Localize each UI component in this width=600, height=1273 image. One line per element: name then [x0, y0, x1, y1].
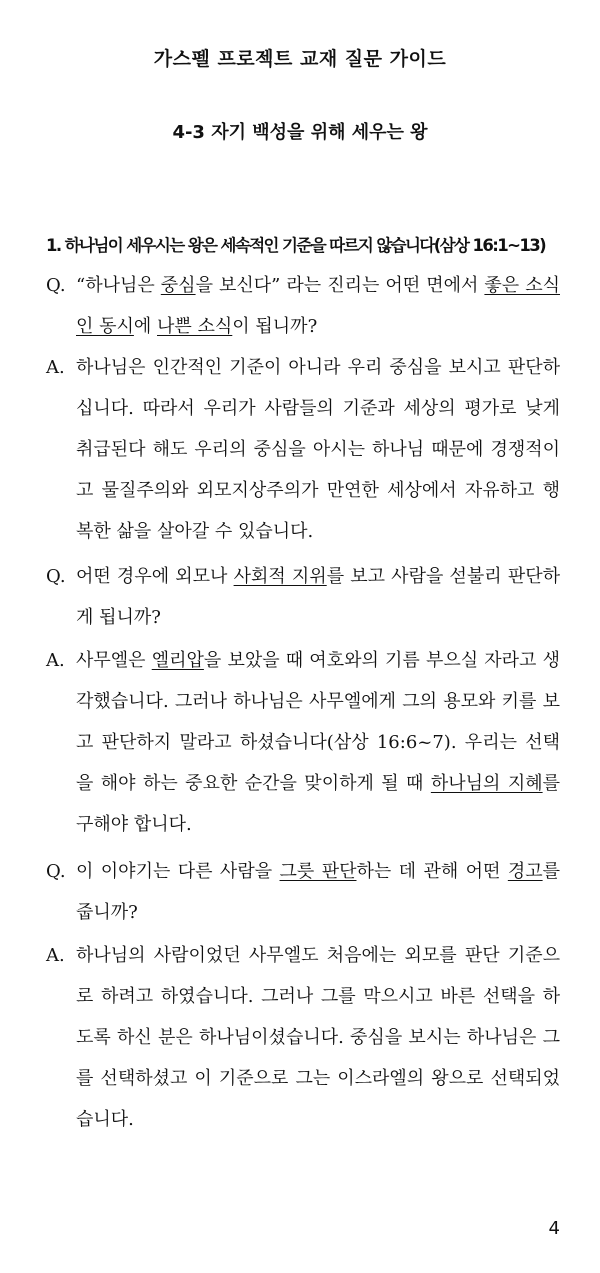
question-2 [46, 556, 560, 638]
underlined-keyword: 하나님의 지혜 [430, 773, 543, 794]
question-marker: Q. [46, 861, 66, 882]
answer-text [76, 347, 560, 552]
section-heading: 1. 하나님이 세우시는 왕은 세속적인 기준을 따르지 않습니다(삼상 16:1~13) [46, 236, 546, 255]
page-number: 4 [548, 1218, 560, 1239]
document-title: 가스펠 프로젝트 교재 질문 가이드 [153, 48, 447, 70]
text-segment: 를 구해야 합니다. [76, 773, 560, 835]
question-text [76, 265, 560, 347]
question-text [76, 851, 560, 933]
answer-marker: A. [46, 357, 65, 378]
question-3 [46, 851, 560, 933]
text-segment: 하나님은 인간적인 기준이 아니라 우리 중심을 보시고 판단하십니다. 따라서 우리가 사람들의 기준과 세상의 평가로 낮게 취급된다 해도 우리의 중심을 아시는 하나님 때문에 경쟁적이고 물질주의와 외모지상주의가 만연한 세상에서 자유하고 행복한 삶을 살아갈 수 있습니다. [76, 357, 560, 542]
underlined-keyword: 좋은 소식인 동시 [76, 275, 560, 337]
text-segment: “하나님은 [76, 275, 161, 296]
text-segment: 를 줍니까? [76, 861, 560, 923]
text-segment: 하나님의 사람이었던 사무엘도 처음에는 외모를 판단 기준으로 하려고 하였습니다. 그러나 그를 막으시고 바른 선택을 하도록 하신 분은 하나님이셨습니다. 중심을 보시는 하나님은 그를 선택하셨고 이 기준으로 그는 이스라엘의 왕으로 선택되었습니다. [76, 945, 560, 1130]
text-segment: 을 보았을 때 여호와의 기름 부으실 자라고 생각했습니다. 그러나 하나님은 사무엘에게 그의 용모와 키를 보고 판단하지 말라고 하셨습니다(삼상 16:6~7). 우리는 선택을 해야 하는 중요한 순간을 맞이하게 될 때 [76, 650, 560, 794]
answer-marker: A. [46, 650, 65, 671]
answer-text [76, 640, 560, 845]
underlined-keyword: 엘리압 [151, 650, 204, 671]
question-marker: Q. [46, 275, 66, 296]
answer-marker: A. [46, 945, 65, 966]
underlined-keyword: 나쁜 소식 [157, 316, 233, 337]
answer-2 [46, 640, 560, 845]
question-text [76, 556, 560, 638]
text-segment: 를 보고 사람을 섣불리 판단하게 됩니까? [76, 566, 560, 628]
answer-3 [46, 935, 560, 1140]
text-segment: 사무엘은 [76, 650, 152, 671]
question-1 [46, 265, 560, 347]
lesson-title: 4-3 자기 백성을 위해 세우는 왕 [172, 122, 428, 143]
underlined-keyword: 그릇 판단 [279, 861, 357, 882]
question-marker: Q. [46, 566, 66, 587]
answer-1 [46, 347, 560, 552]
answer-text [76, 935, 560, 1140]
text-segment: 을 보신다” 라는 진리는 어떤 면에서 [195, 275, 485, 296]
text-segment: 이 이야기는 다른 사람을 [76, 861, 280, 882]
text-segment: 어떤 경우에 외모나 [76, 566, 234, 587]
text-segment: 에 [133, 316, 158, 337]
underlined-keyword: 중심 [160, 275, 196, 296]
underlined-keyword: 사회적 지위 [233, 566, 327, 587]
underlined-keyword: 경고 [507, 861, 543, 882]
text-segment: 이 됩니까? [232, 316, 318, 337]
text-segment: 하는 데 관해 어떤 [356, 861, 508, 882]
